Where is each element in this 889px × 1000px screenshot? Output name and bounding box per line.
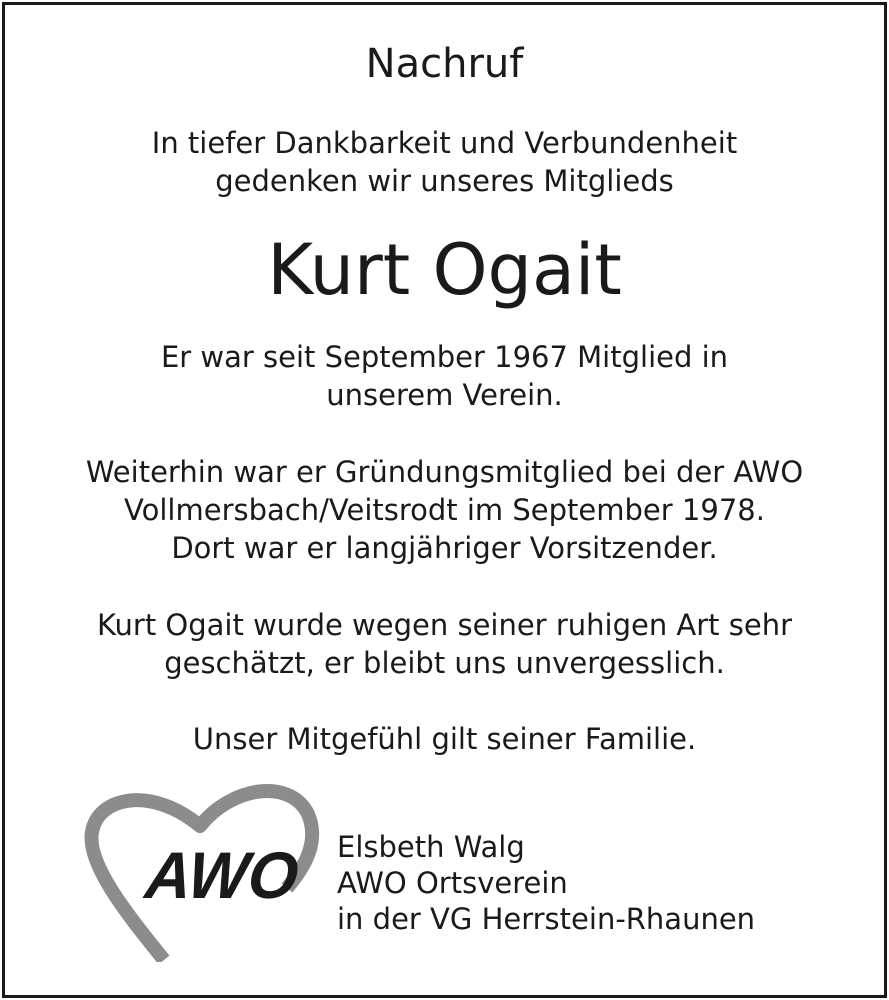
founding-paragraph — [0, 453, 889, 567]
appreciation-paragraph — [0, 606, 889, 682]
paragraph-line: Dort war er langjähriger Vorsitzender. — [171, 531, 718, 565]
intro-text — [0, 124, 889, 200]
organization-region: in der VG Herrstein-Rhaunen — [337, 902, 756, 936]
notice-heading: Nachruf — [365, 41, 524, 87]
paragraph-line: Vollmersbach/Veitsrodt im September 1978. — [124, 493, 765, 527]
paragraph-line: Weiterhin war er Gründungsmitglied bei der AWO — [85, 455, 804, 489]
paragraph-line: geschätzt, er bleibt uns unvergesslich. — [164, 646, 725, 680]
organization-name: AWO Ortsverein — [337, 866, 568, 900]
condolence-paragraph — [0, 720, 889, 758]
signatory-name: Elsbeth Walg — [337, 830, 525, 864]
awo-logo — [82, 780, 322, 962]
membership-paragraph — [0, 338, 889, 414]
intro-line: In tiefer Dankbarkeit und Verbundenheit — [151, 126, 738, 160]
awo-logo-text: AWO — [142, 839, 308, 913]
signature-block — [337, 829, 755, 937]
deceased-name: Kurt Ogait — [267, 229, 622, 311]
paragraph-line: Kurt Ogait wurde wegen seiner ruhigen Art sehr — [96, 608, 793, 642]
paragraph-line: Unser Mitgefühl gilt seiner Familie. — [192, 722, 697, 756]
intro-line: gedenken wir unseres Mitglieds — [215, 164, 674, 198]
paragraph-line: unserem Verein. — [326, 378, 563, 412]
paragraph-line: Er war seit September 1967 Mitglied in — [160, 340, 729, 374]
